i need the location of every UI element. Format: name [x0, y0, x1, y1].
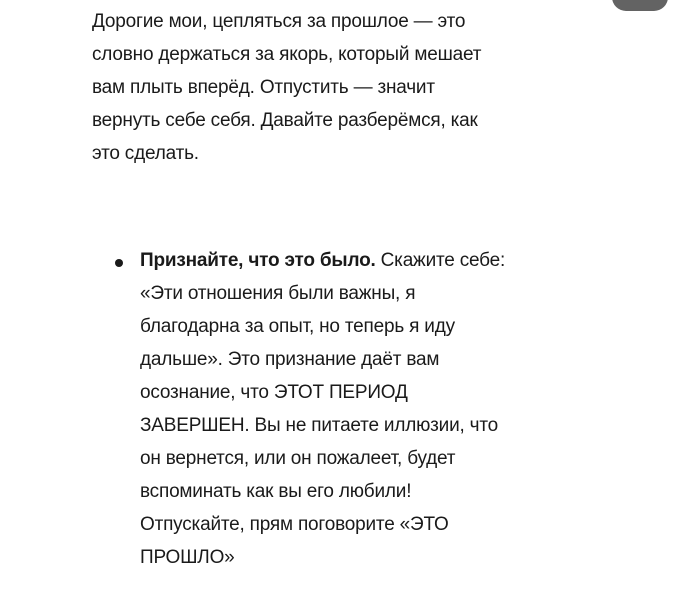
text-line: словно держаться за якорь, который мешает	[92, 44, 482, 65]
list-item-text: Скажите себе:	[375, 250, 506, 271]
text-line: вспоминать как вы его любили!	[140, 481, 412, 502]
text-line: ЗАВЕРШЕН. Вы не питаете иллюзии, что	[140, 415, 498, 436]
list-item	[140, 244, 505, 574]
text-line: осознание, что ЭТОТ ПЕРИОД	[140, 382, 408, 403]
text-line: это сделать.	[92, 143, 199, 164]
text-line: он вернется, или он пожалеет, будет	[140, 448, 456, 469]
text-line: Отпускайте, прям поговорите «ЭТО	[140, 514, 449, 535]
text-line: ПРОШЛО»	[140, 547, 235, 568]
text-line: благодарна за опыт, но теперь я иду	[140, 316, 455, 337]
text-line: вам плыть вперёд. Отпустить — значит	[92, 77, 435, 98]
text-line	[140, 244, 505, 277]
list-item-heading: Признайте, что это было.	[140, 250, 376, 271]
text-line: дальше». Это признание даёт вам	[140, 349, 440, 370]
bullet-icon	[115, 259, 123, 267]
top-overlay-pill	[612, 0, 668, 11]
text-line: вернуть себе себя. Давайте разберёмся, как	[92, 110, 478, 131]
text-line: «Эти отношения были важны, я	[140, 283, 416, 304]
intro-paragraph	[92, 5, 481, 170]
text-line: Дорогие мои, цепляться за прошлое — это	[92, 11, 466, 32]
